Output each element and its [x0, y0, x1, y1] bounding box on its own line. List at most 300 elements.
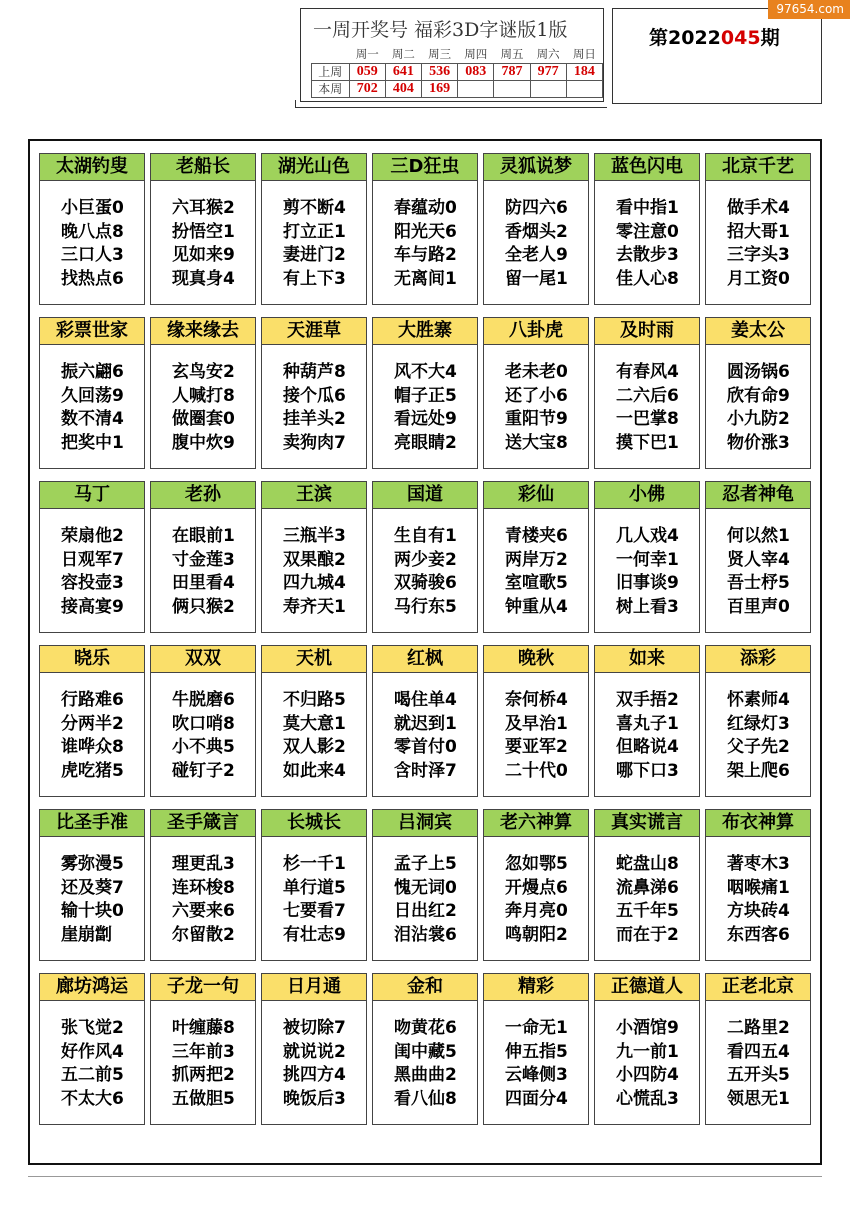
riddle-lines: [172, 525, 235, 619]
riddle-line: 不归路5: [283, 690, 346, 710]
author-name: 北京千艺: [705, 153, 811, 181]
riddle-line: 架上爬6: [727, 760, 790, 781]
riddle-line: 青楼夹6: [505, 526, 568, 546]
riddle-line: 挑四方4: [283, 1065, 346, 1085]
author-name: 三D狂虫: [372, 153, 478, 181]
riddle-lines: [727, 197, 790, 291]
riddle-line: 有上下3: [283, 268, 346, 289]
riddle-cell: [261, 153, 367, 305]
author-name: 如来: [594, 645, 700, 673]
riddle-line: 几人戏4: [616, 526, 679, 546]
riddle-line: 二路里2: [727, 1018, 790, 1038]
author-name: 吕洞宾: [372, 809, 478, 837]
riddle-cell: [372, 809, 478, 961]
riddle-line: 输十块0: [61, 901, 124, 921]
draw-number: 083: [458, 64, 494, 81]
riddle-lines: [172, 689, 235, 783]
author-name: 彩仙: [483, 481, 589, 509]
riddle-line: 看四五4: [727, 1041, 790, 1062]
riddle-line: 两岸万2: [505, 549, 568, 570]
riddle-line: 还及葵7: [61, 877, 124, 898]
riddle-line: 被切除7: [283, 1018, 346, 1038]
riddle-line: 无离间1: [394, 268, 457, 289]
draw-number: 536: [421, 64, 457, 81]
riddle-line: 晚八点8: [61, 221, 124, 242]
riddle-line: 老未老0: [505, 362, 568, 382]
author-name: 忍者神龟: [705, 481, 811, 509]
riddle-line: 三瓶半3: [283, 526, 346, 546]
riddle-line: 七要看7: [283, 901, 346, 921]
riddle-line: 一命无1: [505, 1018, 568, 1038]
riddle-line: 双人影2: [283, 737, 346, 757]
issue-panel: [612, 8, 822, 104]
riddle-lines: [616, 361, 679, 455]
riddle-cell: [39, 317, 145, 469]
riddle-line: 含时泽7: [394, 760, 457, 781]
riddle-line: 行路难6: [61, 690, 124, 710]
riddle-lines: [283, 361, 346, 455]
riddle-cell: [39, 973, 145, 1125]
row-label: 本周: [312, 81, 350, 98]
riddle-line: 张飞觉2: [61, 1018, 124, 1038]
riddle-line: 现真身4: [172, 268, 235, 289]
riddle-cell: [594, 973, 700, 1125]
riddle-lines: [616, 689, 679, 783]
riddle-lines: [616, 853, 679, 947]
riddle-line: 找热点6: [61, 268, 124, 289]
author-name: 正老北京: [705, 973, 811, 1001]
riddle-line: 摸下巴1: [616, 432, 679, 453]
day-label: 周四: [458, 47, 494, 64]
riddle-line: 小不典5: [172, 737, 235, 757]
riddle-line: 容投壶3: [61, 573, 124, 593]
riddle-line: 莫大意1: [283, 713, 346, 734]
riddle-lines: [394, 853, 457, 947]
riddle-line: 六耳猴2: [172, 198, 235, 218]
panel-underline: [295, 100, 607, 108]
riddle-cell: [705, 153, 811, 305]
riddle-line: 做手术4: [727, 198, 790, 218]
riddle-cell: [594, 317, 700, 469]
riddle-line: 阳光天6: [394, 221, 457, 242]
riddle-line: 要亚军2: [505, 737, 568, 757]
riddle-line: 领思无1: [727, 1088, 790, 1109]
riddle-line: 雾弥漫5: [61, 854, 124, 874]
riddle-line: 连环梭8: [172, 877, 235, 898]
row-label: 上周: [312, 64, 350, 81]
riddle-line: 香烟头2: [505, 221, 568, 242]
author-name: 老孙: [150, 481, 256, 509]
weekday-header-row: [312, 47, 603, 64]
author-name: 廊坊鸿运: [39, 973, 145, 1001]
riddle-line: 贤人宰4: [727, 549, 790, 570]
riddle-lines: [394, 1017, 457, 1111]
riddle-cell: [39, 645, 145, 797]
riddle-cell: [705, 645, 811, 797]
author-name: 及时雨: [594, 317, 700, 345]
riddle-line: 但略说4: [616, 737, 679, 757]
riddle-line: 帽子正5: [394, 385, 457, 406]
riddle-lines: [394, 197, 457, 291]
author-name: 子龙一句: [150, 973, 256, 1001]
riddle-line: 五千年5: [616, 901, 679, 921]
riddle-cell: [150, 317, 256, 469]
riddle-cell: [705, 317, 811, 469]
author-name: 晚秋: [483, 645, 589, 673]
riddle-line: 抓两把2: [172, 1065, 235, 1085]
riddle-line: 蛇盘山8: [616, 854, 679, 874]
riddle-cell: [261, 809, 367, 961]
riddle-line: 钟重从4: [505, 596, 568, 617]
riddle-lines: [394, 361, 457, 455]
riddle-line: 挂羊头2: [283, 409, 346, 429]
riddle-line: 在眼前1: [172, 526, 235, 546]
riddle-line: 鸣朝阳2: [505, 924, 568, 945]
draw-number: 059: [349, 64, 385, 81]
riddle-cell: [39, 809, 145, 961]
riddle-line: 还了小6: [505, 385, 568, 406]
riddle-lines: [172, 1017, 235, 1111]
riddle-lines: [394, 689, 457, 783]
riddle-line: 牛脱磨6: [172, 690, 235, 710]
riddle-line: 双手捂2: [616, 690, 679, 710]
author-name: 金和: [372, 973, 478, 1001]
riddle-line: 闺中藏5: [394, 1041, 457, 1062]
riddle-cell: [150, 645, 256, 797]
riddle-line: 寿齐天1: [283, 596, 346, 617]
riddle-line: 看中指1: [616, 198, 679, 218]
riddle-line: 泪沾裳6: [394, 924, 457, 945]
riddle-cell: [594, 645, 700, 797]
riddle-cell: [705, 809, 811, 961]
riddle-line: 怀素师4: [727, 690, 790, 710]
riddle-line: 虎吃猪5: [61, 760, 124, 781]
riddle-line: 愧无词0: [394, 877, 457, 898]
riddle-cell: [594, 153, 700, 305]
author-name: 日月通: [261, 973, 367, 1001]
riddle-line: 车与路2: [394, 245, 457, 265]
draw-number: 787: [494, 64, 530, 81]
day-label: 周一: [349, 47, 385, 64]
riddle-cell: [261, 481, 367, 633]
riddle-line: 双骑骏6: [394, 573, 457, 593]
riddle-line: 百里声0: [727, 596, 790, 617]
riddle-line: 孟子上5: [394, 854, 457, 874]
author-name: 马丁: [39, 481, 145, 509]
author-name: 太湖钓叟: [39, 153, 145, 181]
riddle-line: 小酒馆9: [616, 1018, 679, 1038]
riddle-line: 做圈套0: [172, 409, 235, 429]
riddle-cell: [39, 481, 145, 633]
riddle-line: 去散步3: [616, 245, 679, 265]
riddle-cell: [372, 317, 478, 469]
riddle-cell: [150, 153, 256, 305]
riddle-lines: [505, 689, 568, 783]
riddle-cell: [39, 153, 145, 305]
riddle-line: 接个瓜6: [283, 385, 346, 406]
riddle-cell: [483, 153, 589, 305]
draw-number: 169: [421, 81, 457, 98]
author-name: 灵狐说梦: [483, 153, 589, 181]
riddle-lines: [283, 197, 346, 291]
riddle-lines: [61, 525, 124, 619]
riddle-line: 二十代0: [505, 760, 568, 781]
riddle-cell: [372, 973, 478, 1125]
riddle-line: 零首付0: [394, 737, 457, 757]
riddle-cell: [705, 481, 811, 633]
riddle-line: 四面分4: [505, 1088, 568, 1109]
riddle-cell: [483, 645, 589, 797]
draw-number: [530, 81, 566, 98]
riddle-line: 月工资0: [727, 268, 790, 289]
riddle-line: 喝住单4: [394, 690, 457, 710]
riddle-lines: [61, 197, 124, 291]
riddle-line: 有壮志9: [283, 924, 346, 945]
riddle-line: 九一前1: [616, 1041, 679, 1062]
riddle-lines: [172, 197, 235, 291]
riddle-line: 五做胆5: [172, 1088, 235, 1109]
author-name: 比圣手准: [39, 809, 145, 837]
riddle-line: 看远处9: [394, 409, 457, 429]
riddle-lines: [727, 689, 790, 783]
riddle-line: 见如来9: [172, 245, 235, 265]
riddle-cell: [594, 809, 700, 961]
riddle-line: 腹中炊9: [172, 432, 235, 453]
riddle-line: 防四六6: [505, 198, 568, 218]
riddle-lines: [727, 853, 790, 947]
riddle-cell: [261, 645, 367, 797]
author-name: 红枫: [372, 645, 478, 673]
riddle-lines: [505, 525, 568, 619]
draw-number: 404: [385, 81, 421, 98]
riddle-line: 风不大4: [394, 362, 457, 382]
riddle-line: 尔留散2: [172, 924, 235, 945]
draw-results-panel: [300, 8, 604, 102]
riddle-lines: [172, 853, 235, 947]
riddle-line: 崖崩劏: [61, 924, 112, 945]
riddle-line: 小九防2: [727, 409, 790, 429]
riddle-line: 有春风4: [616, 362, 679, 382]
riddle-line: 打立正1: [283, 221, 346, 242]
author-name: 湖光山色: [261, 153, 367, 181]
riddle-line: 开熳点6: [505, 877, 568, 898]
riddle-line: 两少妾2: [394, 549, 457, 570]
riddle-line: 振六翩6: [61, 362, 124, 382]
riddle-lines: [283, 689, 346, 783]
site-watermark: 97654.com: [768, 0, 850, 19]
author-name: 晓乐: [39, 645, 145, 673]
riddle-line: 二六后6: [616, 385, 679, 406]
riddle-line: 佳人心8: [616, 268, 679, 289]
riddle-line: 四九城4: [283, 573, 346, 593]
riddle-cell: [372, 645, 478, 797]
author-name: 缘来缘去: [150, 317, 256, 345]
riddle-line: 五二前5: [61, 1065, 124, 1085]
riddle-lines: [61, 1017, 124, 1111]
riddle-line: 全老人9: [505, 245, 568, 265]
riddle-line: 玄鸟安2: [172, 362, 235, 382]
riddle-line: 忽如鄂5: [505, 854, 568, 874]
riddle-line: 杉一千1: [283, 854, 346, 874]
riddle-cell: [150, 973, 256, 1125]
riddle-line: 红绿灯3: [727, 713, 790, 734]
draw-number: 702: [349, 81, 385, 98]
author-name: 大胜寨: [372, 317, 478, 345]
author-name: 国道: [372, 481, 478, 509]
weekly-draw-table: [311, 47, 603, 98]
riddle-line: 奔月亮0: [505, 901, 568, 921]
author-name: 圣手箴言: [150, 809, 256, 837]
riddle-line: 流鼻涕6: [616, 877, 679, 898]
riddle-line: 种葫芦8: [283, 362, 346, 382]
riddle-line: 物价涨3: [727, 432, 790, 453]
author-name: 八卦虎: [483, 317, 589, 345]
riddle-line: 生自有1: [394, 526, 457, 546]
author-name: 老六神算: [483, 809, 589, 837]
author-name: 王滨: [261, 481, 367, 509]
riddle-line: 小巨蛋0: [61, 198, 124, 218]
author-name: 姜太公: [705, 317, 811, 345]
author-name: 正德道人: [594, 973, 700, 1001]
riddle-lines: [505, 1017, 568, 1111]
riddle-line: 奈何桥4: [505, 690, 568, 710]
riddle-line: 三口人3: [61, 245, 124, 265]
author-name: 小佛: [594, 481, 700, 509]
author-name: 长城长: [261, 809, 367, 837]
riddle-line: 圆汤锅6: [727, 362, 790, 382]
bottom-divider: [28, 1176, 822, 1177]
riddle-line: 树上看3: [616, 596, 679, 617]
riddle-line: 室喧歌5: [505, 573, 568, 593]
riddle-line: 亮眼睛2: [394, 432, 457, 453]
riddle-line: 人喊打8: [172, 385, 235, 406]
riddle-line: 重阳节9: [505, 409, 568, 429]
riddle-line: 小四防4: [616, 1065, 679, 1085]
riddle-line: 喜丸子1: [616, 713, 679, 734]
riddle-lines: [727, 361, 790, 455]
riddle-line: 招大哥1: [727, 221, 790, 242]
author-name: 添彩: [705, 645, 811, 673]
riddle-cell: [483, 809, 589, 961]
this-week-row: [312, 81, 603, 98]
riddle-line: 荣扇他2: [61, 526, 124, 546]
riddle-cell: [372, 481, 478, 633]
riddle-line: 碰钉子2: [172, 760, 235, 781]
riddle-line: 久回荡9: [61, 385, 124, 406]
riddle-line: 不太大6: [61, 1088, 124, 1109]
riddle-cell: [150, 809, 256, 961]
riddle-line: 送大宝8: [505, 432, 568, 453]
riddle-line: 看八仙8: [394, 1088, 457, 1109]
riddle-line: 理更乱3: [172, 854, 235, 874]
riddle-line: 一何幸1: [616, 549, 679, 570]
riddle-line: 接高宴9: [61, 596, 124, 617]
riddle-lines: [394, 525, 457, 619]
riddle-lines: [727, 1017, 790, 1111]
panel-title: 一周开奖号 福彩3D字谜版1版: [313, 19, 568, 41]
riddle-line: 及早治1: [505, 713, 568, 734]
riddle-cell: [261, 317, 367, 469]
riddle-line: 俩只猴2: [172, 596, 235, 617]
riddle-line: 叶缠藤8: [172, 1018, 235, 1038]
riddle-line: 吹口哨8: [172, 713, 235, 734]
riddle-lines: [616, 525, 679, 619]
riddle-line: 把奖中1: [61, 432, 124, 453]
day-label: 周三: [421, 47, 457, 64]
riddle-line: 田里看4: [172, 573, 235, 593]
author-name: 蓝色闪电: [594, 153, 700, 181]
riddle-line: 三年前3: [172, 1041, 235, 1062]
issue-number: 第2022045期: [649, 27, 780, 49]
riddle-line: 数不清4: [61, 409, 124, 429]
riddle-line: 而在于2: [616, 924, 679, 945]
riddle-line: 著枣木3: [727, 854, 790, 874]
riddle-line: 伸五指5: [505, 1041, 568, 1062]
draw-number: [458, 81, 494, 98]
riddle-lines: [727, 525, 790, 619]
riddle-line: 咽喉痛1: [727, 877, 790, 898]
riddle-line: 谁哗众8: [61, 737, 124, 757]
riddle-line: 父子先2: [727, 737, 790, 757]
riddle-line: 春蕴动0: [394, 198, 457, 218]
riddle-lines: [616, 1017, 679, 1111]
riddle-cell: [705, 973, 811, 1125]
riddle-line: 寸金莲3: [172, 549, 235, 570]
riddle-line: 日出红2: [394, 901, 457, 921]
riddle-line: 欣有命9: [727, 385, 790, 406]
riddle-line: 三字头3: [727, 245, 790, 265]
riddle-line: 妻进门2: [283, 245, 346, 265]
riddle-line: 扮悟空1: [172, 221, 235, 242]
riddle-line: 云峰侧3: [505, 1065, 568, 1085]
author-name: 天涯草: [261, 317, 367, 345]
riddle-cell: [150, 481, 256, 633]
day-label: 周日: [566, 47, 602, 64]
riddle-lines: [61, 853, 124, 947]
riddle-line: 五开头5: [727, 1065, 790, 1085]
riddle-line: 好作风4: [61, 1041, 124, 1062]
riddle-lines: [283, 853, 346, 947]
riddle-line: 就说说2: [283, 1041, 346, 1062]
draw-number: [566, 81, 602, 98]
riddle-line: 哪下口3: [616, 760, 679, 781]
riddle-lines: [283, 525, 346, 619]
riddle-lines: [505, 197, 568, 291]
riddle-line: 黑曲曲2: [394, 1065, 457, 1085]
riddle-line: 分两半2: [61, 713, 124, 734]
riddle-lines: [61, 689, 124, 783]
riddle-line: 卖狗肉7: [283, 432, 346, 453]
riddle-lines: [505, 361, 568, 455]
riddle-line: 单行道5: [283, 877, 346, 898]
riddle-line: 何以然1: [727, 526, 790, 546]
author-name: 老船长: [150, 153, 256, 181]
day-label: 周五: [494, 47, 530, 64]
riddle-cell: [372, 153, 478, 305]
author-name: 真实谎言: [594, 809, 700, 837]
riddle-line: 双果酿2: [283, 549, 346, 570]
riddle-line: 旧事谈9: [616, 573, 679, 593]
riddle-line: 就迟到1: [394, 713, 457, 734]
riddle-line: 零注意0: [616, 221, 679, 242]
riddle-lines: [616, 197, 679, 291]
riddle-line: 日观军7: [61, 549, 124, 570]
last-week-row: [312, 64, 603, 81]
riddle-lines: [283, 1017, 346, 1111]
riddle-line: 东西客6: [727, 924, 790, 945]
day-label: 周二: [385, 47, 421, 64]
riddle-line: 晚饭后3: [283, 1088, 346, 1109]
